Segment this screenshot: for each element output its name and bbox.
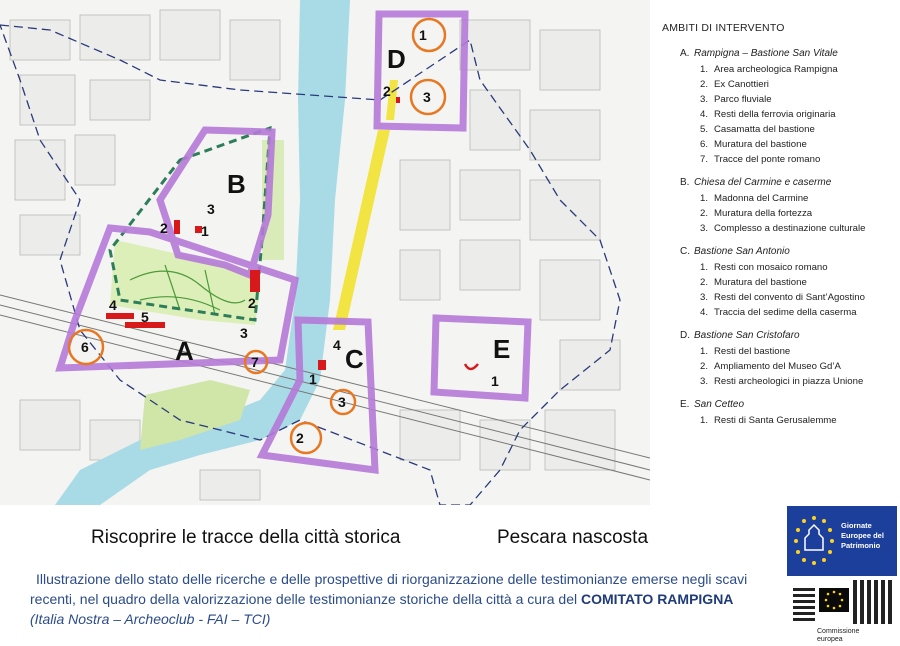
legend-item: 1. Area archeologica Rampigna (700, 64, 838, 75)
legend-item: 7. Tracce del ponte romano (700, 154, 821, 165)
caption-subtitle: Pescara nascosta (497, 527, 649, 548)
legend-letter: E. (680, 399, 690, 410)
legend-item: 2. Ex Canottieri (700, 79, 769, 90)
zone-letter-a: A (175, 336, 194, 366)
legend-letter: D. (680, 330, 690, 341)
zone-letter-c: C (345, 344, 364, 374)
european-commission-logo (787, 578, 897, 646)
heritage-days-text: Giornate Europee del Patrimonio (841, 521, 884, 550)
legend-heading: San Cetteo (694, 399, 745, 410)
commission-building-icon (787, 578, 897, 628)
legend-letter: C. (680, 246, 690, 257)
site-label-d3: 3 (423, 89, 431, 105)
eu-stars-icon (787, 506, 841, 576)
legend-item: 3. Complesso a destinazione culturale (700, 223, 866, 234)
legend-section-d (680, 330, 897, 389)
legend-item: 5. Casamatta del bastione (700, 124, 815, 135)
site-label-b1: 1 (201, 223, 209, 239)
heritage-days-logo (787, 506, 897, 576)
description-line-3: (Italia Nostra – Archeoclub - FAI – TCI) (30, 611, 271, 627)
commission-text-1: Commissione (817, 628, 860, 635)
legend-item: 1. Resti del bastione (700, 346, 791, 357)
site-label-c3: 3 (338, 394, 346, 410)
site-label-b3: 3 (207, 201, 215, 217)
legend-item: 2. Muratura della fortezza (700, 208, 813, 219)
zone-letter-d: D (387, 44, 406, 74)
site-label-a2: 2 (248, 295, 256, 311)
site-label-a4: 4 (109, 297, 117, 313)
legend-heading: Rampigna – Bastione San Vitale (694, 48, 838, 59)
legend-item: 4. Resti della ferrovia originaria (700, 109, 836, 120)
legend-item: 1. Resti di Santa Gerusalemme (700, 415, 837, 426)
legend-panel (652, 12, 897, 502)
site-label-d1: 1 (419, 27, 427, 43)
site-label-a3: 3 (240, 325, 248, 341)
legend-item: 4. Traccia del sedime della caserma (700, 307, 857, 318)
legend-item: 3. Resti del convento di Sant’Agostino (700, 292, 865, 303)
legend-section-b (680, 177, 897, 236)
site-label-e1: 1 (491, 373, 499, 389)
site-label-a6: 6 (81, 339, 89, 355)
legend-item: 2. Muratura del bastione (700, 277, 807, 288)
site-label-b2: 2 (160, 220, 168, 236)
site-label-a5: 5 (141, 309, 149, 325)
caption-title: Riscoprire le tracce della città storica (91, 527, 401, 548)
legend-letter: A. (680, 48, 690, 59)
yellow-route (333, 130, 390, 330)
site-label-a7: 7 (251, 354, 259, 370)
description-line-2: recenti, nel quadro della valorizzazione delle testimonianze storiche della città a cura del (30, 591, 581, 607)
legend-item: 3. Parco fluviale (700, 94, 772, 105)
legend-section-e (680, 399, 897, 428)
site-label-c4: 4 (333, 337, 341, 353)
legend-item: 6. Muratura del bastione (700, 139, 807, 150)
legend-heading: Bastione San Cristofaro (694, 330, 800, 341)
site-label-d2: 2 (383, 83, 391, 99)
legend-title: AMBITI DI INTERVENTO (662, 22, 785, 34)
legend-section-a (680, 48, 897, 167)
legend-section-c (680, 246, 897, 320)
site-label-c2: 2 (296, 430, 304, 446)
description-line-1: Illustrazione dello stato delle ricerche e delle prospettive di riorganizzazione delle testimonianze emerse negli scavi (36, 571, 748, 587)
legend-item: 2. Ampliamento del Museo Gd’A (700, 361, 841, 372)
zone-letter-e: E (493, 334, 511, 364)
legend-item: 1. Madonna del Carmine (700, 193, 809, 204)
legend-item: 1. Resti con mosaico romano (700, 262, 828, 273)
park-area (110, 240, 260, 325)
caption-description (30, 569, 770, 629)
commission-text-2: europea (817, 636, 843, 643)
site-label-c1: 1 (309, 371, 317, 387)
legend-heading: Bastione San Antonio (694, 246, 790, 257)
description-committee: COMITATO RAMPIGNA (580, 591, 734, 607)
legend-item: 3. Resti archeologici in piazza Unione (700, 376, 864, 387)
legend-heading: Chiesa del Carmine e caserme (694, 177, 832, 188)
zone-letter-b: B (227, 169, 246, 199)
legend-letter: B. (680, 177, 690, 188)
